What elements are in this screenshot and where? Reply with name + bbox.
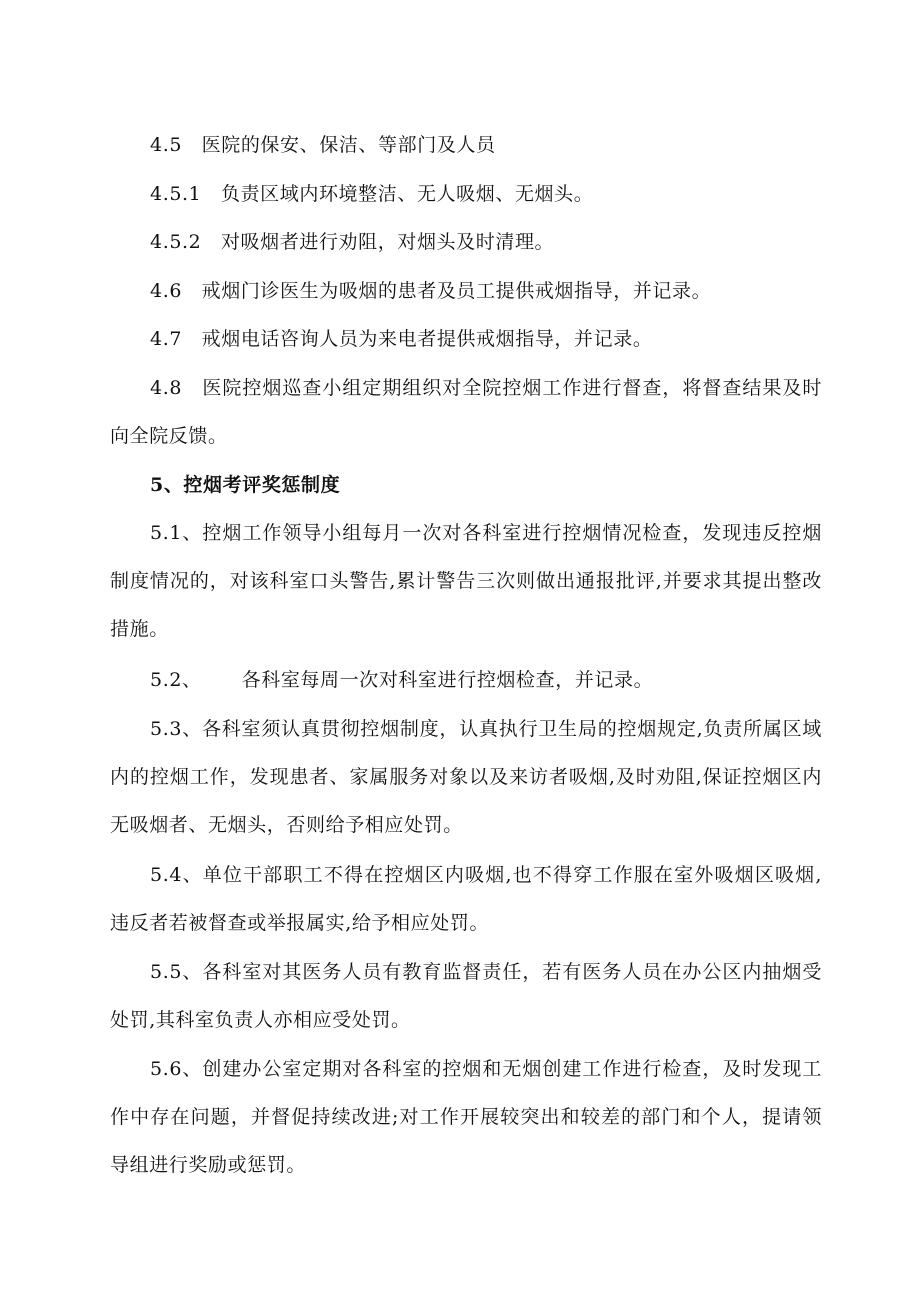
paragraph-5-2-text: 各科室每周一次对科室进行控烟检查，并记录。 <box>241 669 654 691</box>
paragraph-4-5-2: 4.5.2 对吸烟者进行劝阻，对烟头及时清理。 <box>150 231 555 253</box>
paragraph-5-6: 5.6、创建办公室定期对各科室的控烟和无烟创建工作进行检查，及时发现工作中存在问题，并督促持续改进;对工作开展较突出和较差的部门和个人，提请领导组进行奖励或惩罚。 <box>110 1058 822 1176</box>
paragraph-5-5: 5.5、各科室对其医务人员有教育监督责任，若有医务人员在办公区内抽烟受处罚,其科室负责人亦相应受处罚。 <box>110 961 822 1031</box>
paragraph-5-2 <box>110 656 822 704</box>
paragraph-4-6: 4.6 戒烟门诊医生为吸烟的患者及员工提供戒烟指导，并记录。 <box>150 280 712 302</box>
paragraph-4-5: 4.5 医院的保安、保洁、等部门及人员 <box>150 134 496 156</box>
paragraph-5-2-number: 5.2、 <box>150 669 202 691</box>
section-heading-5: 5、控烟考评奖惩制度 <box>150 474 341 496</box>
paragraph-4-5-1: 4.5.1 负责区域内环境整洁、无人吸烟、无烟头。 <box>150 183 594 205</box>
paragraph-4-7: 4.7 戒烟电话咨询人员为来电者提供戒烟指导，并记录。 <box>150 328 653 350</box>
paragraph-5-4: 5.4、单位干部职工不得在控烟区内吸烟,也不得穿工作服在室外吸烟区吸烟,违反者若被督查或举报属实,给予相应处罚。 <box>110 864 822 934</box>
paragraph-4-8: 4.8 医院控烟巡查小组定期组织对全院控烟工作进行督查，将督查结果及时向全院反馈。 <box>110 377 822 447</box>
paragraph-5-1: 5.1、控烟工作领导小组每月一次对各科室进行控烟情况检查，发现违反控烟制度情况的，对该科室口头警告,累计警告三次则做出通报批评,并要求其提出整改措施。 <box>110 522 822 640</box>
paragraph-5-3: 5.3、各科室须认真贯彻控烟制度，认真执行卫生局的控烟规定,负责所属区域内的控烟工作，发现患者、家属服务对象以及来访者吸烟,及时劝阻,保证控烟区内无吸烟者、无烟头，否则给予相应处罚。 <box>110 718 822 836</box>
